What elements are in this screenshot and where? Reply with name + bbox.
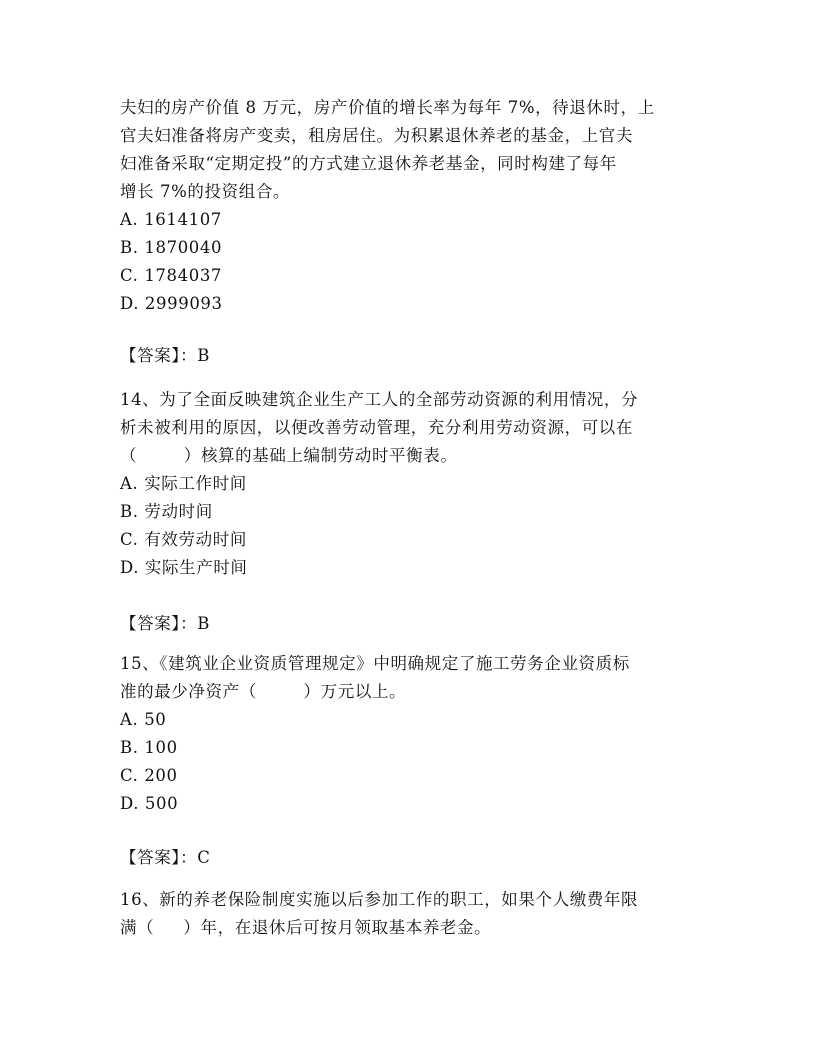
q13-text-line-2: 官夫妇准备将房产变卖，租房居住。为积累退休养老的基金，上官夫 bbox=[120, 126, 633, 145]
q15-text-line-1: 15、《建筑业企业资质管理规定》中明确规定了施工劳务企业资质标 bbox=[120, 654, 630, 673]
q13-option-a: A. 1614107 bbox=[120, 210, 222, 229]
q13-text-line-4: 增长 7%的投资组合。 bbox=[120, 182, 291, 201]
q15-answer: 【答案】：C bbox=[120, 848, 211, 867]
q14-text-line-1: 14、为了全面反映建筑企业生产工人的全部劳动资源的利用情况，分 bbox=[120, 390, 639, 409]
q13-answer: 【答案】：B bbox=[120, 346, 210, 365]
q16-text-line-2: 满（ ）年，在退休后可按月领取基本养老金。 bbox=[120, 918, 492, 937]
q13-option-b: B. 1870040 bbox=[120, 238, 223, 257]
q14-option-d: D. 实际生产时间 bbox=[120, 558, 248, 577]
q13-text-line-3: 妇准备采取“定期定投”的方式建立退休养老基金，同时构建了每年 bbox=[120, 154, 617, 173]
q14-option-b: B. 劳动时间 bbox=[120, 502, 213, 521]
q14-option-c: C. 有效劳动时间 bbox=[120, 530, 247, 549]
q15-option-a: A. 50 bbox=[120, 710, 167, 729]
q13-option-c: C. 1784037 bbox=[120, 266, 223, 285]
q13-text-line-1: 夫妇的房产价值 8 万元，房产价值的增长率为每年 7%，待退休时，上 bbox=[120, 98, 655, 117]
q14-answer: 【答案】：B bbox=[120, 614, 210, 633]
q14-option-a: A. 实际工作时间 bbox=[120, 474, 247, 493]
q16-text-line-1: 16、新的养老保险制度实施以后参加工作的职工，如果个人缴费年限 bbox=[120, 890, 639, 909]
q15-option-c: C. 200 bbox=[120, 766, 178, 785]
q15-option-b: B. 100 bbox=[120, 738, 178, 757]
q15-text-line-2: 准的最少净资产（ ）万元以上。 bbox=[120, 682, 407, 701]
q15-option-d: D. 500 bbox=[120, 794, 179, 813]
q14-text-line-2: 析未被利用的原因，以便改善劳动管理，充分利用劳动资源，可以在 bbox=[120, 418, 633, 437]
q13-option-d: D. 2999093 bbox=[120, 294, 223, 313]
q14-text-line-3: （ ）核算的基础上编制劳动时平衡表。 bbox=[120, 446, 458, 465]
